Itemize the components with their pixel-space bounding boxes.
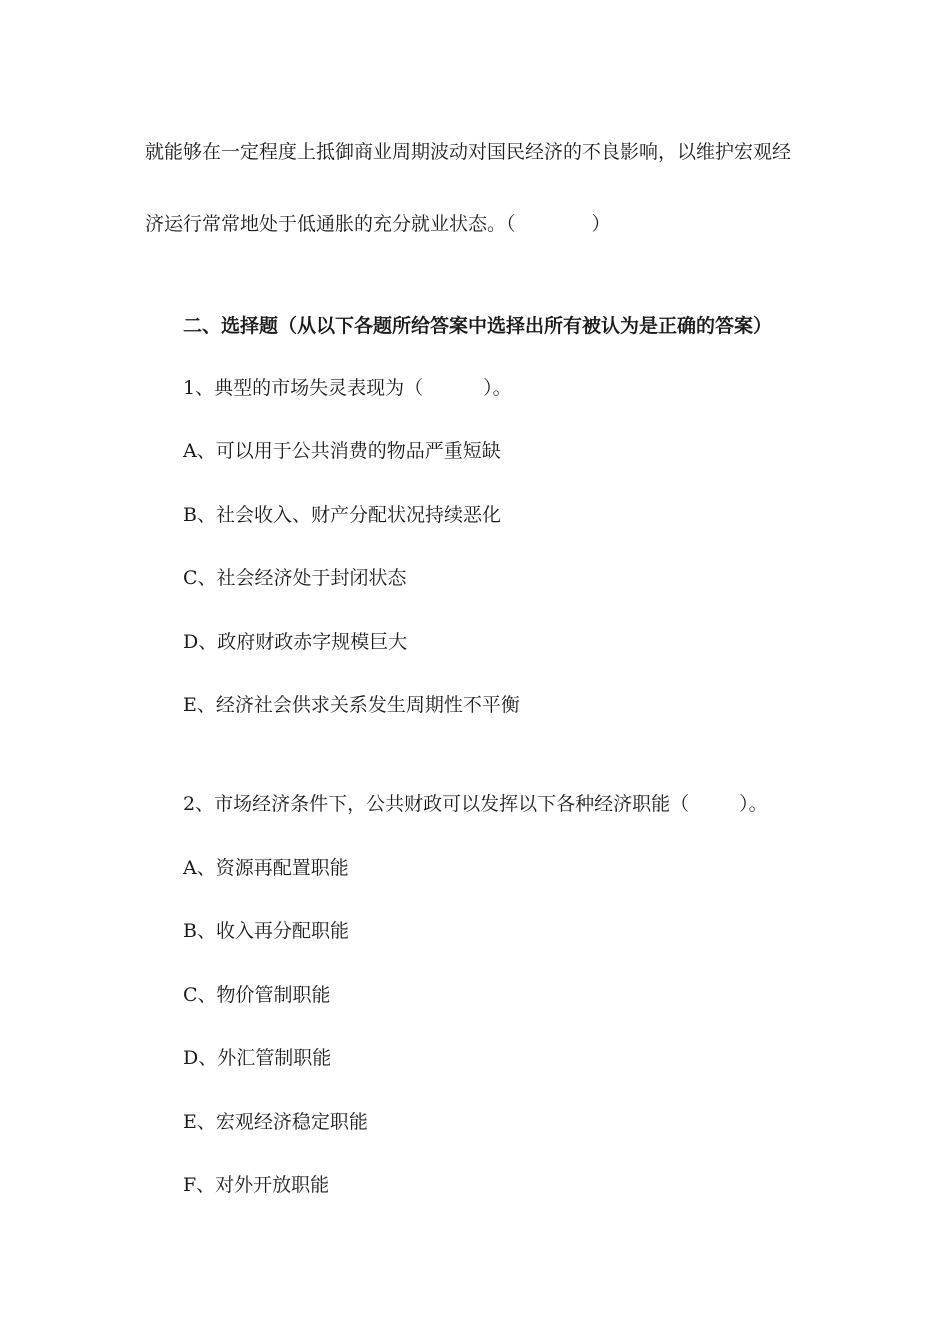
answer-open-paren: （ <box>404 377 424 399</box>
paragraph-line-1 <box>145 139 791 165</box>
answer-open-paren: （ <box>506 213 516 235</box>
question-2-option-a <box>183 855 349 881</box>
option-text: C、物价管制职能 <box>183 984 331 1006</box>
option-text: D、政府财政赤字规模巨大 <box>183 631 408 653</box>
question-2-option-e <box>183 1109 368 1135</box>
question-1-option-a <box>183 438 501 464</box>
question-text: 1、典型的市场失灵表现为 <box>183 377 405 399</box>
option-text: F、对外开放职能 <box>183 1174 330 1196</box>
question-1-stem <box>183 375 512 401</box>
option-text: B、收入再分配职能 <box>183 920 349 942</box>
question-1-option-b <box>183 502 501 528</box>
option-text: A、可以用于公共消费的物品严重短缺 <box>183 440 501 462</box>
answer-close-paren: ） <box>591 213 611 235</box>
answer-close-paren: ）。 <box>483 377 512 399</box>
question-2-option-f <box>183 1172 329 1198</box>
paragraph-text: 济运行常常地处于低通胀的充分就业状态。 <box>145 213 507 235</box>
paragraph-text: 就能够在一定程度上抵御商业周期波动对国民经济的不良影响，以维护宏观经 <box>145 141 792 163</box>
option-text: D、外汇管制职能 <box>183 1047 332 1069</box>
question-2-option-b <box>183 918 349 944</box>
option-text: E、宏观经济稳定职能 <box>183 1111 368 1133</box>
option-text: C、社会经济处于封闭状态 <box>183 567 407 589</box>
option-text: E、经济社会供求关系发生周期性不平衡 <box>183 694 520 716</box>
answer-open-paren: （ <box>670 793 690 815</box>
paragraph-line-2 <box>145 211 611 237</box>
section-heading-text: 二、选择题（从以下各题所给答案中选择出所有被认为是正确的答案） <box>183 315 773 337</box>
question-text: 2、市场经济条件下，公共财政可以发挥以下各种经济职能 <box>183 793 671 815</box>
option-text: B、社会收入、财产分配状况持续恶化 <box>183 504 501 526</box>
question-2-option-d <box>183 1045 331 1071</box>
answer-close-paren: ）。 <box>739 793 768 815</box>
question-2-stem <box>183 791 768 817</box>
section-heading <box>183 313 772 339</box>
option-text: A、资源再配置职能 <box>183 857 349 879</box>
question-1-option-e <box>183 692 520 718</box>
question-1-option-d <box>183 629 407 655</box>
question-2-option-c <box>183 982 331 1008</box>
question-1-option-c <box>183 565 407 591</box>
